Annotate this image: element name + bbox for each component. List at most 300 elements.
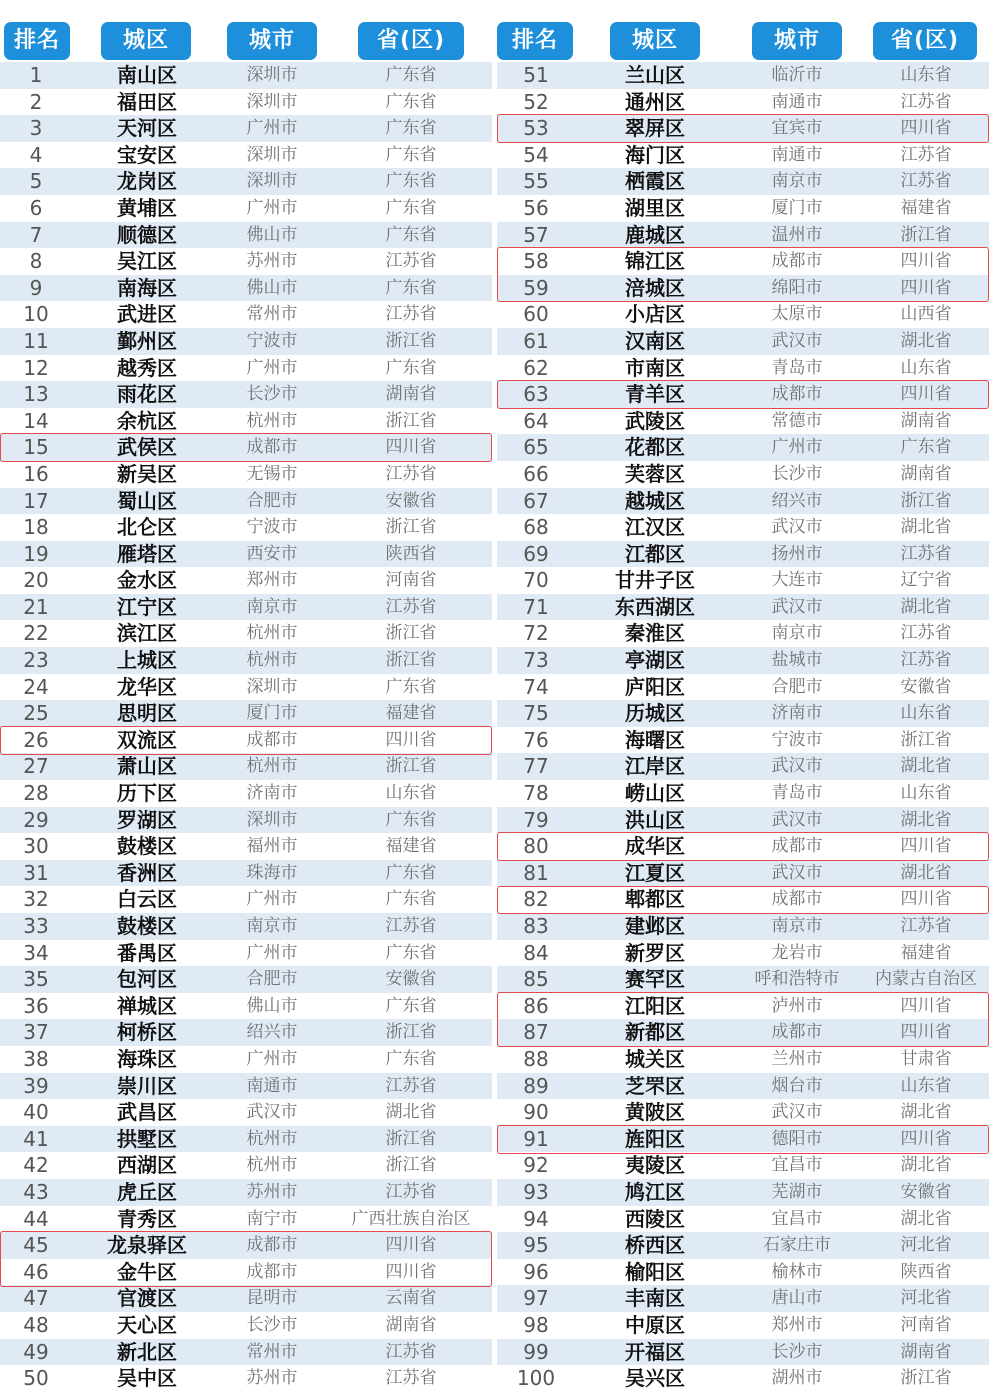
- district-cell: 武侯区: [117, 435, 177, 460]
- table-row: [497, 780, 989, 807]
- table-row: [0, 89, 492, 116]
- city-cell: 成都市: [771, 1022, 823, 1043]
- district-cell: 开福区: [625, 1339, 685, 1364]
- district-cell: 上城区: [117, 648, 177, 673]
- city-cell: 南京市: [771, 916, 823, 936]
- rank-cell: 69: [523, 541, 549, 566]
- province-cell: 江苏省: [385, 916, 437, 936]
- table-row: [0, 727, 492, 754]
- province-cell: 四川省: [900, 118, 952, 139]
- province-cell: 广东省: [385, 197, 437, 218]
- city-cell: 青岛市: [771, 357, 823, 378]
- table-row: [0, 168, 492, 195]
- city-cell: 苏州市: [246, 1181, 298, 1202]
- province-cell: 江苏省: [385, 463, 437, 484]
- province-cell: 湖北省: [385, 1102, 437, 1123]
- district-cell: 甘井子区: [615, 568, 695, 593]
- rank-cell: 59: [523, 275, 549, 300]
- province-cell: 广东省: [385, 171, 437, 192]
- city-cell: 武汉市: [771, 862, 823, 883]
- table-row: [497, 1339, 989, 1366]
- table-row: [0, 1152, 492, 1179]
- city-cell: 盐城市: [771, 650, 823, 671]
- city-cell: 合肥市: [246, 969, 298, 990]
- province-cell: 安徽省: [385, 490, 437, 511]
- table-row: [0, 886, 492, 913]
- table-row: [497, 381, 989, 408]
- rank-cell: 14: [23, 408, 49, 433]
- province-cell: 四川省: [900, 384, 952, 405]
- city-cell: 泸州市: [771, 995, 823, 1016]
- table-row: [497, 966, 989, 993]
- rank-cell: 49: [23, 1339, 49, 1364]
- province-cell: 广东省: [385, 862, 437, 883]
- table-row: [497, 993, 989, 1020]
- district-cell: 秦淮区: [625, 621, 685, 646]
- rank-cell: 78: [523, 781, 549, 806]
- rank-cell: 6: [29, 195, 43, 220]
- district-cell: 海珠区: [117, 1046, 177, 1071]
- city-cell: 宜宾市: [771, 118, 823, 139]
- rank-cell: 61: [523, 328, 549, 353]
- city-cell: 杭州市: [246, 1155, 298, 1176]
- district-cell: 花都区: [625, 435, 685, 460]
- rank-cell: 53: [523, 116, 549, 141]
- table-row: [497, 514, 989, 541]
- rank-cell: 44: [23, 1206, 49, 1231]
- rank-cell: 63: [523, 382, 549, 407]
- table-row: [0, 328, 492, 355]
- table-row: [497, 727, 989, 754]
- rank-cell: 48: [23, 1312, 49, 1337]
- district-cell: 涪城区: [625, 275, 685, 300]
- table-row: [0, 381, 492, 408]
- province-cell: 湖南省: [385, 384, 437, 405]
- header-district: 城区: [610, 22, 700, 60]
- rank-cell: 87: [523, 1020, 549, 1045]
- district-cell: 鸠江区: [625, 1179, 685, 1204]
- district-cell: 芝罘区: [625, 1073, 685, 1098]
- province-cell: 江苏省: [900, 623, 952, 644]
- rank-cell: 76: [523, 727, 549, 752]
- rank-cell: 67: [523, 488, 549, 513]
- province-cell: 广西壮族自治区: [351, 1208, 471, 1229]
- district-cell: 东西湖区: [615, 594, 695, 619]
- city-cell: 广州市: [246, 1048, 298, 1069]
- rank-cell: 12: [23, 355, 49, 380]
- left-rows: [0, 62, 492, 1392]
- city-cell: 杭州市: [246, 1128, 298, 1149]
- rank-cell: 17: [23, 488, 49, 513]
- province-cell: 广东省: [385, 91, 437, 112]
- city-cell: 大连市: [771, 570, 823, 591]
- district-cell: 雨花区: [117, 382, 177, 407]
- district-cell: 顺德区: [117, 222, 177, 247]
- city-cell: 武汉市: [771, 596, 823, 617]
- city-cell: 南通市: [771, 91, 823, 112]
- header-rank: 排名: [4, 22, 70, 60]
- table-row: [0, 753, 492, 780]
- rank-cell: 42: [23, 1153, 49, 1178]
- city-cell: 广州市: [246, 942, 298, 963]
- city-cell: 绍兴市: [771, 490, 823, 511]
- city-cell: 深圳市: [246, 676, 298, 697]
- table-row: [497, 461, 989, 488]
- province-cell: 广东省: [385, 676, 437, 697]
- city-cell: 成都市: [246, 1261, 298, 1282]
- province-cell: 浙江省: [385, 1155, 437, 1176]
- rank-cell: 9: [29, 275, 43, 300]
- district-cell: 鼓楼区: [117, 914, 177, 938]
- rank-cell: 18: [23, 515, 49, 540]
- district-cell: 夷陵区: [625, 1153, 685, 1178]
- rank-cell: 64: [523, 408, 549, 433]
- table-row: [0, 1019, 492, 1046]
- city-cell: 佛山市: [246, 277, 298, 298]
- table-row: [0, 647, 492, 674]
- rank-cell: 65: [523, 435, 549, 460]
- table-row: [0, 993, 492, 1020]
- province-cell: 浙江省: [385, 410, 437, 431]
- city-cell: 南通市: [246, 1075, 298, 1096]
- rank-cell: 19: [23, 541, 49, 566]
- city-cell: 常德市: [771, 410, 823, 431]
- city-cell: 深圳市: [246, 171, 298, 192]
- right-header-row: [497, 22, 989, 62]
- table-row: [0, 1365, 492, 1392]
- header-province: 省(区): [358, 22, 464, 60]
- table-row: [0, 514, 492, 541]
- province-cell: 辽宁省: [900, 570, 952, 591]
- table-row: [0, 434, 492, 461]
- province-cell: 湖北省: [900, 596, 952, 617]
- district-cell: 桥西区: [625, 1233, 685, 1258]
- province-cell: 浙江省: [385, 1128, 437, 1149]
- rank-cell: 31: [23, 860, 49, 885]
- province-cell: 江苏省: [900, 91, 952, 112]
- city-cell: 杭州市: [246, 410, 298, 431]
- city-cell: 福州市: [246, 836, 298, 857]
- province-cell: 安徽省: [900, 1181, 952, 1202]
- table-row: [497, 913, 989, 940]
- district-cell: 越秀区: [117, 355, 177, 380]
- table-row: [0, 966, 492, 993]
- header-province: 省(区): [873, 22, 977, 60]
- table-row: [0, 1126, 492, 1153]
- table-row: [0, 541, 492, 568]
- rank-cell: 62: [523, 355, 549, 380]
- city-cell: 合肥市: [246, 490, 298, 511]
- province-cell: 内蒙古自治区: [875, 969, 977, 990]
- city-cell: 广州市: [246, 357, 298, 378]
- table-row: [497, 488, 989, 515]
- district-cell: 武陵区: [625, 408, 685, 433]
- table-row: [0, 833, 492, 860]
- province-cell: 湖北省: [900, 1208, 952, 1229]
- rank-cell: 94: [523, 1206, 549, 1231]
- rank-cell: 70: [523, 568, 549, 593]
- province-cell: 湖北省: [900, 1102, 952, 1123]
- table-row: [497, 1232, 989, 1259]
- district-cell: 洪山区: [625, 807, 685, 832]
- district-cell: 番禺区: [117, 940, 177, 965]
- district-cell: 海曙区: [625, 727, 685, 752]
- header-city: 城市: [752, 22, 842, 60]
- table-row: [0, 1073, 492, 1100]
- province-cell: 江苏省: [385, 304, 437, 325]
- table-row: [0, 248, 492, 275]
- table-row: [0, 1179, 492, 1206]
- rank-cell: 4: [29, 142, 43, 167]
- table-row: [0, 940, 492, 967]
- rank-cell: 84: [523, 940, 549, 965]
- table-row: [0, 1285, 492, 1312]
- province-cell: 福建省: [385, 836, 437, 857]
- rank-cell: 98: [523, 1312, 549, 1337]
- city-cell: 成都市: [771, 889, 823, 910]
- table-row: [497, 1312, 989, 1339]
- province-cell: 四川省: [900, 1128, 952, 1149]
- city-cell: 呼和浩特市: [754, 969, 840, 990]
- province-cell: 江苏省: [385, 1341, 437, 1362]
- table-row: [497, 700, 989, 727]
- rank-cell: 77: [523, 754, 549, 779]
- table-row: [0, 860, 492, 887]
- header-rank: 排名: [497, 22, 573, 60]
- district-cell: 江汉区: [625, 515, 685, 540]
- city-cell: 杭州市: [246, 650, 298, 671]
- province-cell: 湖北省: [900, 330, 952, 351]
- district-cell: 西陵区: [625, 1206, 685, 1231]
- table-row: [497, 1099, 989, 1126]
- rank-cell: 2: [29, 89, 43, 114]
- city-cell: 成都市: [246, 729, 298, 750]
- rank-cell: 51: [523, 63, 549, 87]
- table-row: [497, 408, 989, 435]
- district-cell: 通州区: [625, 89, 685, 114]
- table-row: [497, 1206, 989, 1233]
- district-cell: 江阳区: [625, 993, 685, 1018]
- province-cell: 广东省: [385, 144, 437, 165]
- province-cell: 云南省: [385, 1288, 437, 1309]
- city-cell: 唐山市: [771, 1288, 823, 1309]
- rank-cell: 50: [23, 1366, 49, 1391]
- district-cell: 越城区: [625, 488, 685, 513]
- province-cell: 浙江省: [900, 1368, 952, 1389]
- city-cell: 广州市: [246, 889, 298, 910]
- rank-cell: 35: [23, 967, 49, 992]
- rank-cell: 55: [523, 169, 549, 194]
- rank-cell: 57: [523, 222, 549, 247]
- table-row: [497, 1179, 989, 1206]
- table-row: [0, 807, 492, 834]
- province-cell: 湖北省: [900, 862, 952, 883]
- district-cell: 天河区: [117, 116, 177, 141]
- province-cell: 江苏省: [900, 144, 952, 165]
- table-row: [0, 1099, 492, 1126]
- province-cell: 浙江省: [385, 330, 437, 351]
- rank-cell: 100: [516, 1366, 556, 1391]
- province-cell: 广东省: [385, 118, 437, 139]
- district-cell: 市南区: [625, 355, 685, 380]
- table-row: [497, 1259, 989, 1286]
- province-cell: 广东省: [385, 277, 437, 298]
- province-cell: 广东省: [900, 437, 952, 458]
- table-row: [497, 886, 989, 913]
- table-row: [497, 1285, 989, 1312]
- rank-cell: 39: [23, 1073, 49, 1098]
- rank-cell: 56: [523, 195, 549, 220]
- rank-cell: 21: [23, 594, 49, 619]
- province-cell: 四川省: [900, 251, 952, 272]
- rank-cell: 29: [23, 807, 49, 832]
- city-cell: 石家庄市: [763, 1235, 831, 1256]
- table-row: [0, 700, 492, 727]
- table-row: [497, 62, 989, 89]
- rank-cell: 58: [523, 249, 549, 274]
- rank-cell: 37: [23, 1020, 49, 1045]
- province-cell: 湖南省: [900, 463, 952, 484]
- province-cell: 甘肃省: [900, 1048, 952, 1069]
- district-cell: 旌阳区: [625, 1126, 685, 1151]
- city-cell: 杭州市: [246, 756, 298, 777]
- province-cell: 江苏省: [385, 251, 437, 272]
- rank-cell: 72: [523, 621, 549, 646]
- district-cell: 吴中区: [117, 1366, 177, 1391]
- province-cell: 江苏省: [385, 1181, 437, 1202]
- district-cell: 建邺区: [625, 914, 685, 938]
- city-cell: 广州市: [771, 437, 823, 458]
- city-cell: 苏州市: [246, 1368, 298, 1389]
- rank-cell: 74: [523, 674, 549, 699]
- province-cell: 四川省: [900, 889, 952, 910]
- rank-cell: 68: [523, 515, 549, 540]
- province-cell: 山东省: [900, 65, 952, 85]
- rank-cell: 8: [29, 249, 43, 274]
- city-cell: 苏州市: [246, 251, 298, 272]
- table-row: [0, 488, 492, 515]
- district-cell: 拱墅区: [117, 1126, 177, 1151]
- table-row: [497, 142, 989, 169]
- city-cell: 济南市: [771, 703, 823, 724]
- table-row: [0, 355, 492, 382]
- city-cell: 临沂市: [771, 65, 823, 85]
- province-cell: 江苏省: [385, 1368, 437, 1389]
- city-cell: 宜昌市: [771, 1208, 823, 1229]
- city-cell: 烟台市: [771, 1075, 823, 1096]
- district-cell: 赛罕区: [625, 967, 685, 992]
- rank-cell: 27: [23, 754, 49, 779]
- city-cell: 成都市: [771, 251, 823, 272]
- table-row: [497, 248, 989, 275]
- city-cell: 南京市: [246, 916, 298, 936]
- city-cell: 成都市: [771, 384, 823, 405]
- city-cell: 广州市: [246, 197, 298, 218]
- city-cell: 温州市: [771, 224, 823, 245]
- city-cell: 深圳市: [246, 65, 298, 85]
- district-cell: 虎丘区: [117, 1179, 177, 1204]
- table-row: [497, 89, 989, 116]
- table-row: [497, 168, 989, 195]
- district-cell: 亭湖区: [625, 648, 685, 673]
- district-cell: 西湖区: [117, 1153, 177, 1178]
- district-cell: 江夏区: [625, 860, 685, 885]
- province-cell: 河北省: [900, 1288, 952, 1309]
- district-cell: 庐阳区: [625, 674, 685, 699]
- province-cell: 四川省: [900, 995, 952, 1016]
- table-row: [0, 301, 492, 328]
- district-cell: 鼓楼区: [117, 834, 177, 859]
- rank-cell: 66: [523, 461, 549, 486]
- table-row: [0, 195, 492, 222]
- district-cell: 官渡区: [117, 1286, 177, 1311]
- province-cell: 四川省: [385, 729, 437, 750]
- district-cell: 南海区: [117, 275, 177, 300]
- district-cell: 南山区: [117, 63, 177, 87]
- city-cell: 太原市: [771, 304, 823, 325]
- district-cell: 成华区: [625, 834, 685, 859]
- city-cell: 长沙市: [246, 384, 298, 405]
- rank-cell: 1: [29, 63, 43, 87]
- district-cell: 锦江区: [625, 249, 685, 274]
- rank-cell: 96: [523, 1259, 549, 1284]
- city-cell: 昆明市: [246, 1288, 298, 1309]
- province-cell: 浙江省: [385, 517, 437, 538]
- district-cell: 雁塔区: [117, 541, 177, 566]
- rank-cell: 97: [523, 1286, 549, 1311]
- table-row: [0, 62, 492, 89]
- district-cell: 新罗区: [625, 940, 685, 965]
- table-row: [0, 780, 492, 807]
- city-cell: 武汉市: [771, 756, 823, 777]
- province-cell: 四川省: [900, 836, 952, 857]
- district-cell: 鹿城区: [625, 222, 685, 247]
- province-cell: 浙江省: [385, 756, 437, 777]
- rank-cell: 7: [29, 222, 43, 247]
- city-cell: 青岛市: [771, 783, 823, 804]
- province-cell: 湖南省: [900, 1341, 952, 1362]
- rank-cell: 52: [523, 89, 549, 114]
- city-cell: 济南市: [246, 783, 298, 804]
- province-cell: 广东省: [385, 224, 437, 245]
- province-cell: 山西省: [900, 304, 952, 325]
- province-cell: 江苏省: [900, 171, 952, 192]
- district-cell: 黄陂区: [625, 1100, 685, 1125]
- table-row: [497, 620, 989, 647]
- table-row: [0, 1339, 492, 1366]
- table-row: [497, 541, 989, 568]
- province-cell: 广东省: [385, 809, 437, 830]
- province-cell: 江苏省: [900, 543, 952, 564]
- province-cell: 河南省: [900, 1314, 952, 1335]
- rank-cell: 73: [523, 648, 549, 673]
- rank-cell: 43: [23, 1179, 49, 1204]
- city-cell: 宜昌市: [771, 1155, 823, 1176]
- city-cell: 榆林市: [771, 1261, 823, 1282]
- table-row: [0, 913, 492, 940]
- province-cell: 湖北省: [900, 1155, 952, 1176]
- rank-cell: 28: [23, 781, 49, 806]
- district-cell: 栖霞区: [625, 169, 685, 194]
- district-cell: 新都区: [625, 1020, 685, 1045]
- district-cell: 天心区: [117, 1312, 177, 1337]
- rank-cell: 79: [523, 807, 549, 832]
- city-cell: 武汉市: [771, 517, 823, 538]
- left-header-row: [0, 22, 492, 62]
- district-cell: 中原区: [625, 1312, 685, 1337]
- district-cell: 吴江区: [117, 249, 177, 274]
- table-row: [497, 860, 989, 887]
